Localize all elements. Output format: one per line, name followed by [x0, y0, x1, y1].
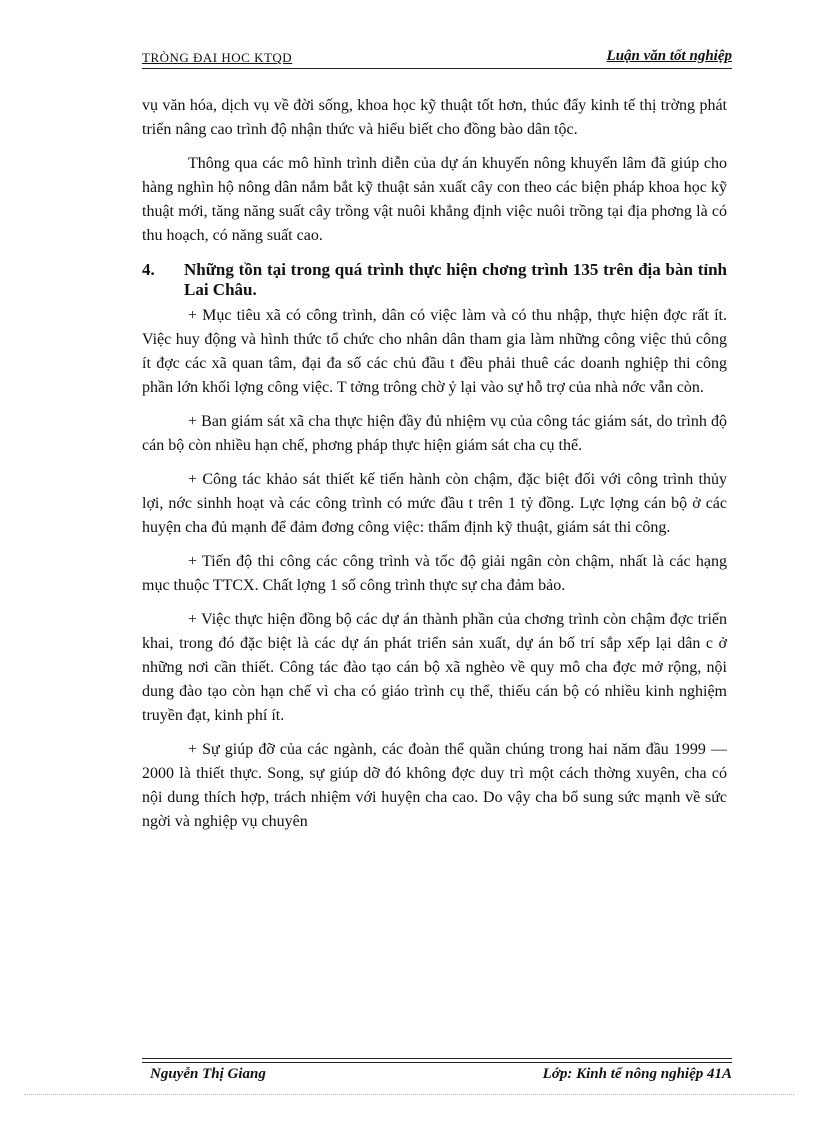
- section-title: Những tồn tại trong quá trình thực hiện chơng trình 135 trên địa bàn tỉnh Lai Châu.: [184, 260, 727, 299]
- paragraph: + Việc thực hiện đồng bộ các dự án thành phần của chơng trình còn chậm đợc triển khai, trong đó đặc biệt là các dự án phát triển sản xuất, dự án bố trí sắp xếp lại dân c ở những nơi cần thiết. Công tác đào tạo cán bộ xã nghèo về quy mô cha đợc mở rộng, nội dung đào tạo còn hạn chế vì cha có giáo trình cụ thể, thiếu cán bộ có nhiều kinh nghiệm truyền đạt, kinh phí ít.: [142, 611, 727, 724]
- paragraph: Thông qua các mô hình trình diễn của dự án khuyến nông khuyến lâm đã giúp cho hàng nghìn hộ nông dân nắm bắt kỹ thuật sản xuất cây con theo các biện pháp khoa học kỹ thuật mới, tăng năng suất cây trồng vật nuôi khẳng định việc nuôi trồng tại địa phơng là có thu hoạch, có năng suất cao.: [142, 155, 727, 244]
- footer-author: Nguyễn Thị Giang: [150, 1066, 266, 1082]
- section-number: 4.: [142, 260, 155, 279]
- paragraph: + Sự giúp đỡ của các ngành, các đoàn thể quần chúng trong hai năm đầu 1999 — 2000 là thiết thực. Song, sự giúp dỡ đó không đợc duy trì một cách thờng xuyên, cha có nội dung thích hợp, trách nhiệm với huyện cha cao. Do vậy cha bổ sung sức mạnh về sức ngời và nghiệp vụ chuyên: [142, 741, 727, 830]
- paragraph: + Ban giám sát xã cha thực hiện đầy đủ nhiệm vụ của công tác giám sát, do trình độ cán bộ còn nhiều hạn chế, phơng pháp thực hiện giám sát cha cụ thể.: [142, 413, 727, 454]
- footer-class: Lớp: Kinh tế nông nghiệp 41A: [542, 1066, 732, 1082]
- header-rule: [142, 68, 732, 69]
- header-doc-type: Luận văn tốt nghiệp: [606, 48, 732, 64]
- footer-rule: [142, 1058, 732, 1059]
- paragraph: vụ văn hóa, dịch vụ về đời sống, khoa học kỹ thuật tốt hơn, thúc đẩy kinh tế thị trờng phát triển nâng cao trình độ nhận thức và hiểu biết cho đồng bào dân tộc.: [142, 97, 727, 138]
- page-header: [142, 48, 732, 70]
- paragraph: + Mục tiêu xã có công trình, dân có việc làm và có thu nhập, thực hiện đợc rất ít. Việc huy động và hình thức tổ chức cho nhân dân tham gia làm những công việc thủ công ít đợc các xã quan tâm, đại đa số các chủ đầu t đều phải thuê các doanh nghiệp thi công phần lớn khối lợng công việc. T tởng trông chờ ỷ lại vào sự hỗ trợ của nhà nớc vẫn còn.: [142, 307, 727, 396]
- paragraph: + Tiến độ thi công các công trình và tốc độ giải ngân còn chậm, nhất là các hạng mục thuộc TTCX. Chất lợng 1 số công trình thực sự cha đảm bảo.: [142, 553, 727, 594]
- page-boundary: [24, 1094, 794, 1095]
- footer-rule-double: [142, 1062, 732, 1063]
- section-heading: [142, 260, 727, 300]
- page-body: [142, 94, 727, 844]
- page-footer: [150, 1066, 732, 1088]
- header-school: TRÒNG ĐAI HOC KTQD: [142, 50, 293, 65]
- paragraph: + Công tác khảo sát thiết kế tiến hành còn chậm, đặc biệt đối với công trình thủy lợi, nớc sinhh hoạt và các công trình có mức đầu t trên 1 tỷ đồng. Lực lợng cán bộ ở các huyện cha đủ mạnh để đảm đơng công việc: thẩm định kỹ thuật, giám sát thi công.: [142, 471, 727, 536]
